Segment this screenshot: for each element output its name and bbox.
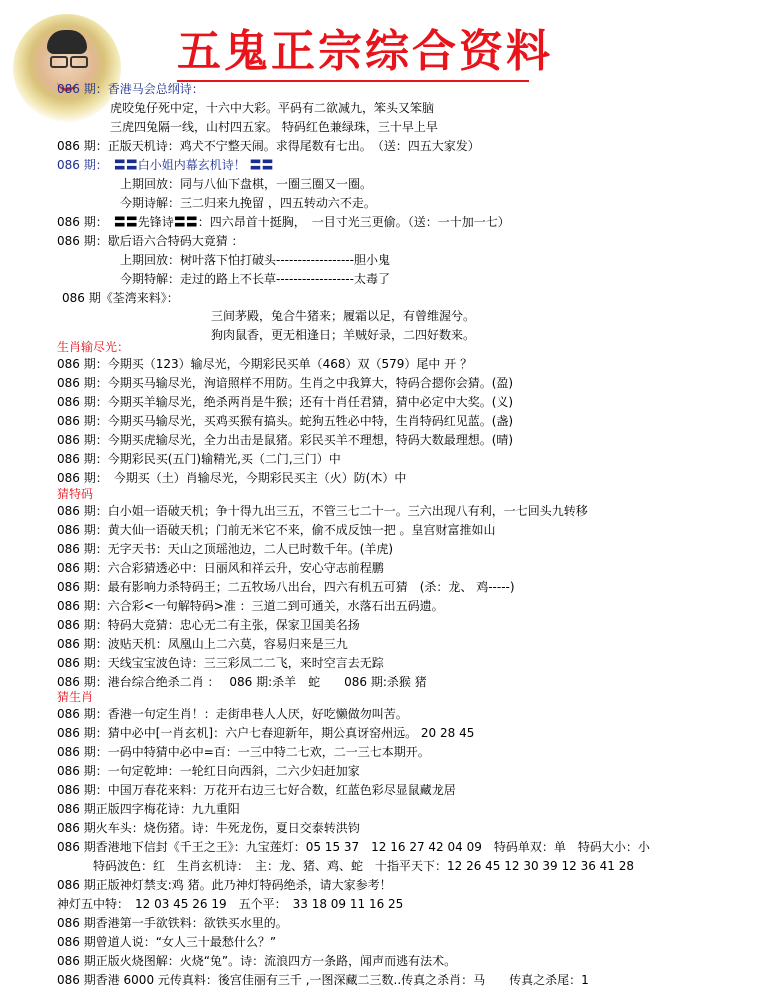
text-line: 086 期：六合彩<一句解特码>准 ：三道二到可通关，水落石出五码遗。 — [57, 599, 444, 613]
avatar-glasses-right — [70, 56, 88, 68]
text-line: 086 期：一句定乾坤：一轮红日向西斜，二六少妇赶加家 — [57, 764, 360, 778]
text-line: 086 期：今期买马输尽光，买鸡买猴有搞头。蛇狗五牲必中特，生肖特码红见蓝。(盏) — [57, 414, 514, 428]
text-line: 086 期：白小姐一语破天机；争十得九出三五，不管三七二十一。三六出现八有利，一七回头九转移 — [57, 504, 588, 518]
text-line: 086 期：无字天书：天山之顶瑶池边，二人已时数千年。(羊虎) — [57, 542, 394, 556]
text-line: 086 期：天线宝宝波色诗：三三彩凤二二飞，来时空言去无踪 — [57, 656, 384, 670]
text-line: 三虎四兔隔一线，山村四五家。 特码红色兼绿珠，三十早上早 — [110, 120, 438, 134]
text-line: 神灯五中特： 12 03 45 26 19 五个平： 33 18 09 11 16 25 — [57, 897, 404, 911]
page-title: 五鬼正宗综合资料 — [177, 26, 553, 77]
text-line: 086 期：猜中必中[一肖玄机]：六户七春迎新年，期公真讶窑州远。 20 28 45 — [57, 726, 475, 740]
text-line: 狗肉鼠香，更无相逢日；羊贼好录，二四好数来。 — [211, 328, 476, 342]
text-line: 086 期：香港马会总纲诗： — [57, 82, 204, 96]
text-line: 086 期：六合彩猜透必中：日丽风和祥云升，安心守志前程鹏 — [57, 561, 384, 575]
text-line: 086 期：最有影响力杀特码王；二五牧场八出台，四六有机五可猜 (杀：龙、 鸡-----) — [57, 580, 515, 594]
text-line: 086 期： 〓〓白小姐内幕玄机诗！ 〓〓 — [57, 158, 274, 172]
text-line: 086 期香港地下信封《千王之王》：九宝莲灯：05 15 37 12 16 27 42 04 09 特码单双：单 特码大小：小 — [57, 840, 650, 854]
title-underline — [177, 80, 529, 82]
text-line: 今期诗解：三二归来九挽留 ，四五转动六不走。 — [120, 196, 376, 210]
text-line: 086 期香港第一手欲铁料：欲铁买水里的。 — [57, 916, 288, 930]
text-line: 086 期香港 6000 元传真料：後宫佳丽有三千 ,一图深藏二三数..传真之杀肖：马 传真之杀尾：1 — [57, 973, 589, 987]
text-line: 086 期：正版天机诗：鸡犬不宁整天闹。求得尾数有七出。 （送：四五大家发） — [57, 139, 480, 153]
text-line: 086 期正版四字梅花诗：九九重阳 — [57, 802, 240, 816]
text-line: 086 期《荃湾来料》： — [62, 291, 179, 305]
text-line: 086 期： 今期买（土）肖输尽光，今期彩民买主（火）防(木）中 — [57, 471, 407, 485]
avatar — [13, 14, 121, 122]
text-line: 上期回放：树叶落下怕打破头------------------胆小鬼 — [120, 253, 390, 267]
text-line: 086 期： 〓〓先锋诗〓〓：四六昂首十挺胸， 一目寸光三更偷。（送：一十加一七） — [57, 215, 510, 229]
avatar-hair — [47, 30, 87, 54]
text-line: 086 期：黄大仙一语破天机；门前无米它不来，偷不成反蚀一把 。皇宫财富推如山 — [57, 523, 496, 537]
text-line: 086 期：中国万春花来料：万花开右边三七好合数，红蓝色彩尽显鼠藏龙居 — [57, 783, 456, 797]
text-line: 086 期正版火烧图解：火烧“兔”。诗：流浪四方一条路，闻声而逃有法术。 — [57, 954, 457, 968]
text-line: 今期特解：走过的路上不长草------------------太毒了 — [120, 272, 390, 286]
section-heading: 猜特码 — [57, 487, 94, 501]
text-line: 086 期火车头：烧伤猪。诗：牛死龙伤，夏日交泰转洪钧 — [57, 821, 360, 835]
text-line: 三间茅殿，兔合牛猪来；履霜以足，有曾维渥兮。 — [211, 309, 476, 323]
text-line: 086 期：波贴天机：凤凰山上二六莫，容易归来是三九 — [57, 637, 348, 651]
text-line: 上期回放：同与八仙下盘棋，一圈三圈又一圈。 — [120, 177, 373, 191]
text-line: 086 期：特码大竞猜：忠心无二有主张，保家卫国美名扬 — [57, 618, 360, 632]
text-line: 086 期：今期彩民买(五门)输精光,买（二门,三门）中 — [57, 452, 341, 466]
text-line: 086 期：歇后语六合特码大竟猜 ： — [57, 234, 244, 248]
text-line: 086 期曾道人说：“女人三十最愁什么？” — [57, 935, 277, 949]
text-line: 086 期：今期买马输尽光，洵谙照样不用防。生肖之中我算大，特码合摁你会猜。(盈) — [57, 376, 514, 390]
text-line: 086 期：今期买羊输尽光，绝杀两肖是牛猴；还有十肖任君猜，猜中必定中大奖。(义) — [57, 395, 514, 409]
avatar-glasses-left — [50, 56, 68, 68]
section-heading: 生肖输尽光： — [57, 340, 130, 354]
text-line: 086 期：一码中特猜中必中=百：一三中特二七欢，二一三七本期开。 — [57, 745, 430, 759]
text-line: 特码波色：红 生肖玄机诗： 主：龙、猪、鸡、蛇 十指平天下：12 26 45 12 30 39 12 36 41 28 — [93, 859, 635, 873]
text-line: 086 期：香港一句定生肖！：走街串巷人人厌，好吃懒做勿叫苦。 — [57, 707, 408, 721]
text-line: 086 期正版神灯禁支:鸡 猪。此乃神灯特码绝杀，请大家参考！ — [57, 878, 392, 892]
text-line: 086 期：港台综合绝杀二肖 ： 086 期:杀羊 蛇 086 期:杀猴 猪 — [57, 675, 427, 689]
section-heading: 猜生肖 — [57, 690, 94, 704]
text-line: 虎咬兔仔死中定，十六中大彩。平码有二欲减九，笨头又笨脑 — [110, 101, 435, 115]
text-line: 086 期：今期买虎输尽光，全力出击是鼠猪。彩民买羊不理想，特码大数最理想。(晴) — [57, 433, 514, 447]
text-line: 086 期：今期买（123）输尽光，今期彩民买单（468）双（579）尾中 开 ？ — [57, 357, 473, 371]
